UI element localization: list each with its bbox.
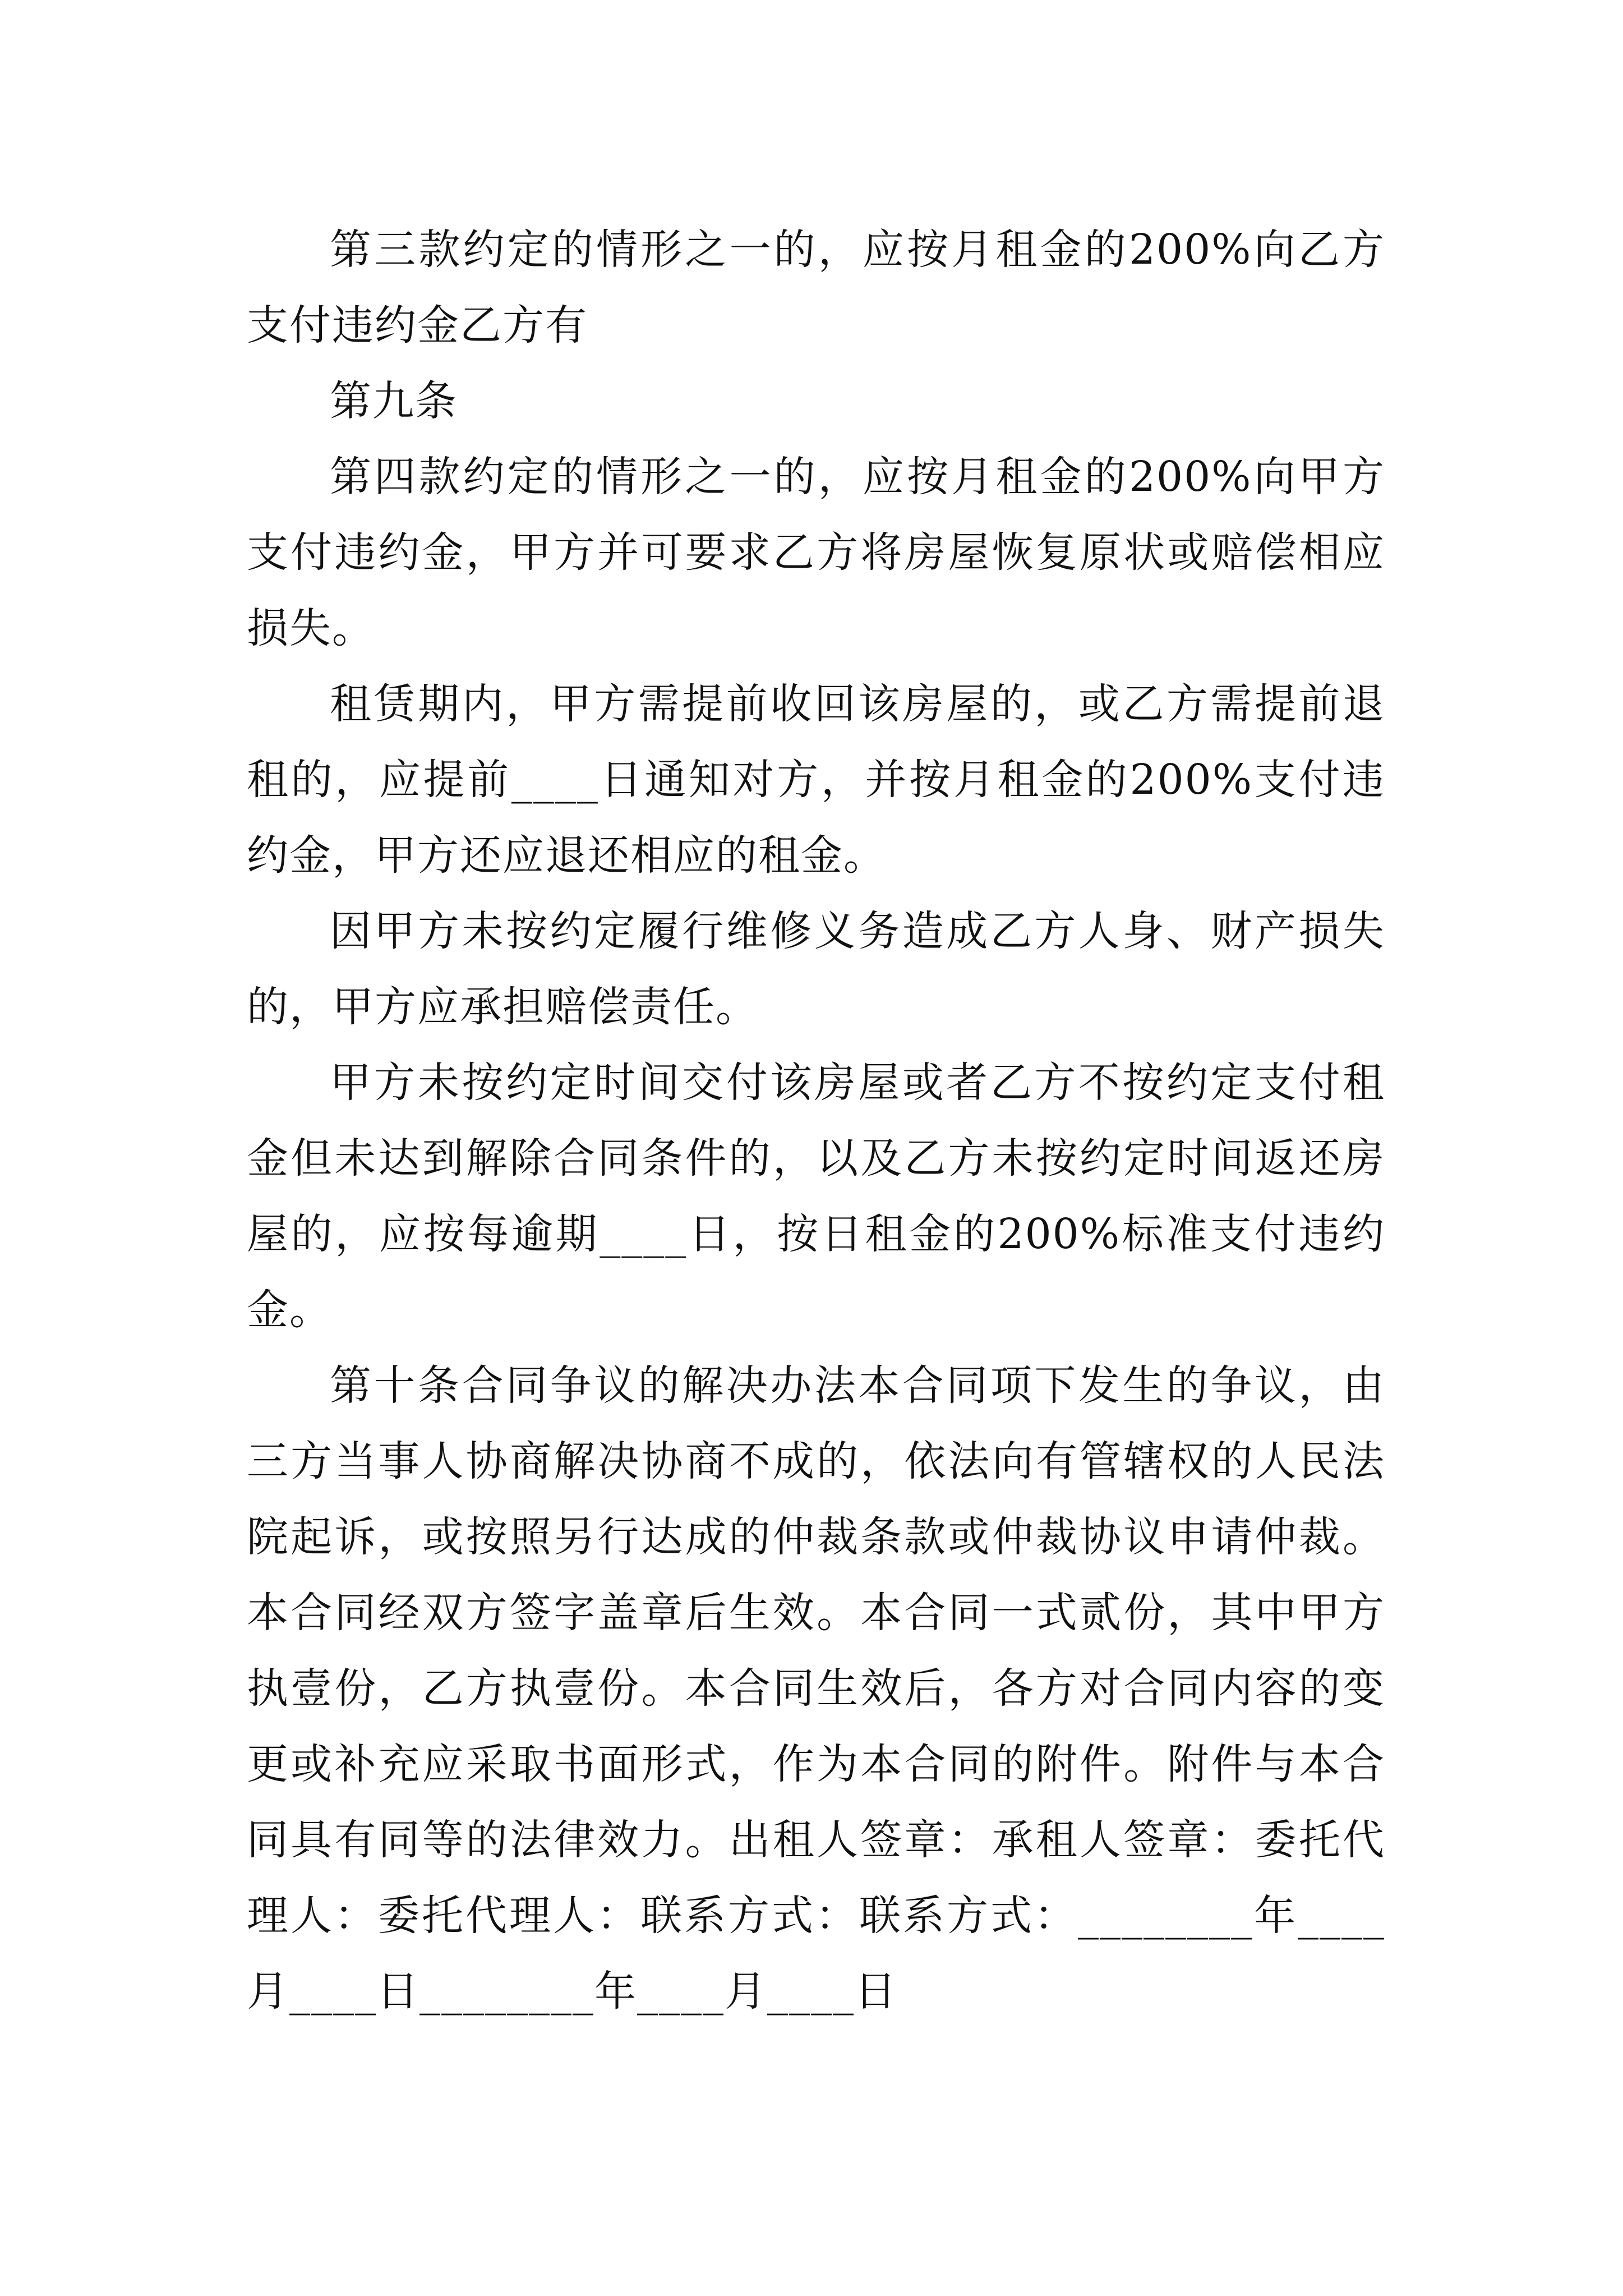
paragraph-repair-liability: 因甲方未按约定履行维修义务造成乙方人身、财产损失的，甲方应承担赔偿责任。 <box>247 907 1385 1031</box>
paragraph-clause-4-breach: 第四款约定的情形之一的，应按月租金的200%向甲方支付违约金，甲方并可要求乙方将房屋恢复原状或赔偿相应损失。 <box>247 453 1385 652</box>
paragraph-late-penalty: 甲方未按约定时间交付该房屋或者乙方不按约定支付租金但未达到解除合同条件的，以及乙方未按约定时间返还房屋的，应按每逾期____日，按日租金的200%标准支付违约金。 <box>247 1059 1385 1334</box>
paragraph-early-termination: 租赁期内，甲方需提前收回该房屋的，或乙方需提前退租的，应提前____日通知对方，并按月租金的200%支付违约金，甲方还应退还相应的租金。 <box>247 680 1385 880</box>
paragraph-article-9-heading: 第九条 <box>330 377 458 425</box>
paragraph-article-10-disputes-and-signatures: 第十条合同争议的解决办法本合同项下发生的争议，由三方当事人协商解决协商不成的，依法向有管辖权的人民法院起诉，或按照另行达成的仲裁条款或仲裁协议申请仲裁。本合同经双方签字盖章后生效。本合同一式贰份，其中甲方执壹份，乙方执壹份。本合同生效后，各方对合同内容的变更或补充应采取书面形式，作为本合同的附件。附件与本合同具有同等的法律效力。出租人签章：承租人签章：委托代理人：委托代理人：联系方式：联系方式：________年____月____日________年____月____日 <box>247 1361 1385 2016</box>
document-body <box>247 212 1385 2030</box>
paragraph-clause-3-breach: 第三款约定的情形之一的，应按月租金的200%向乙方支付违约金乙方有 <box>247 226 1385 349</box>
